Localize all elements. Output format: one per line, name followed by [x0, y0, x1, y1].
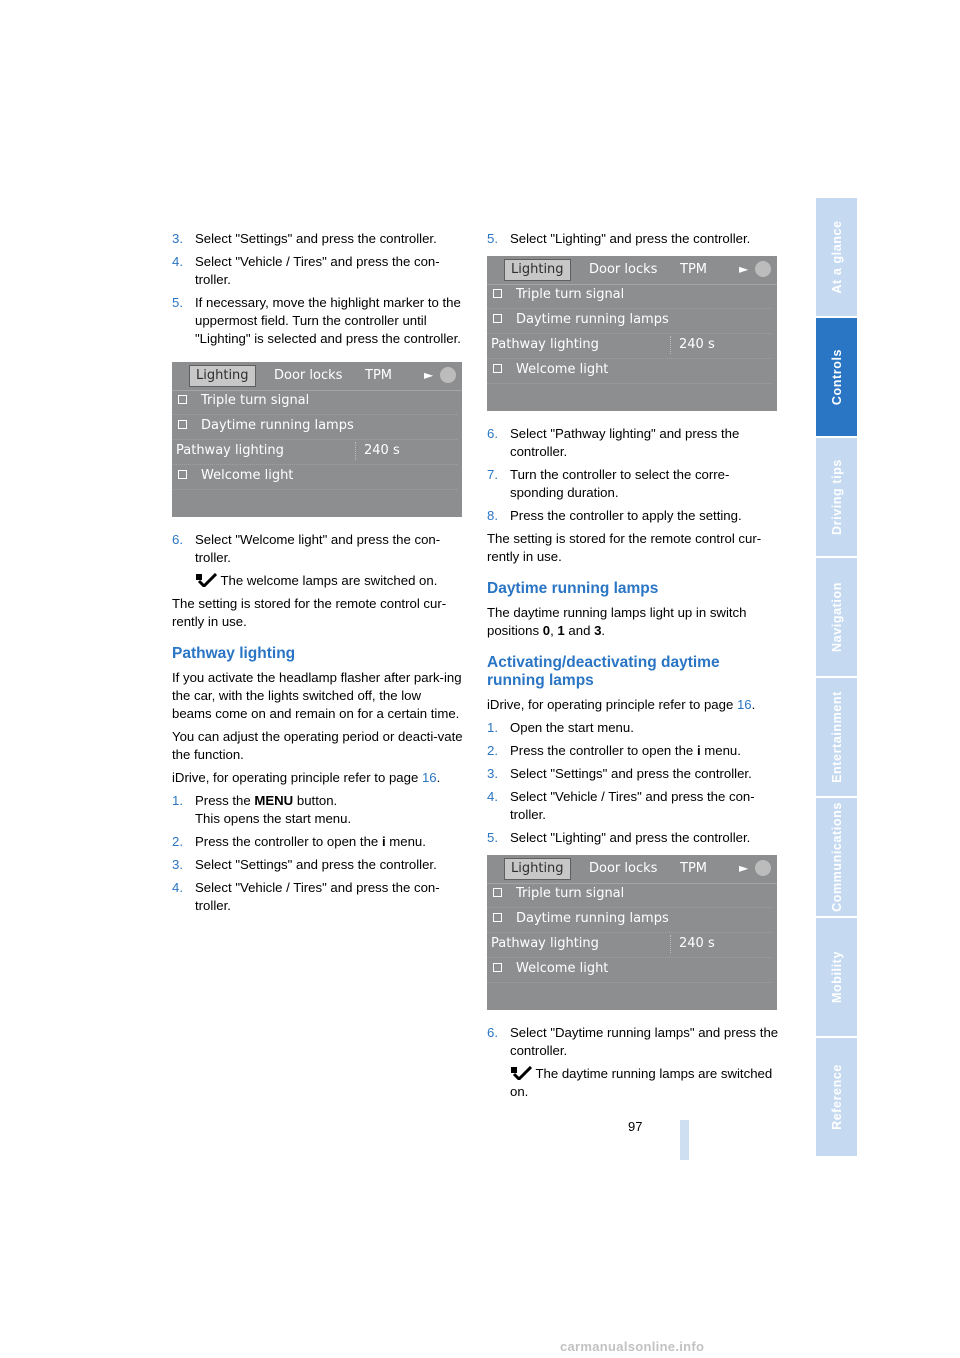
- section-tabs: [816, 198, 857, 1158]
- tab-label: Navigation: [829, 582, 844, 652]
- tab-door-locks: Door locks: [274, 368, 343, 383]
- paragraph: If you activate the headlamp flasher after park-ing the car, with the lights switched off, the low beams come on and remain on for a certain time.: [172, 670, 462, 721]
- row-label: Welcome light: [516, 362, 609, 377]
- row-label: Daytime running lamps: [516, 911, 669, 926]
- tab-label: Driving tips: [829, 459, 844, 535]
- screen-row-daytime: [487, 908, 772, 933]
- step-3: [172, 230, 464, 248]
- row-label: Daytime running lamps: [516, 312, 669, 327]
- heading-activating-daytime: Activating/deactivating daytime running lamps: [487, 654, 720, 689]
- step-4: [487, 788, 779, 824]
- step-text: Select "Settings" and press the controller.: [510, 766, 752, 781]
- tab-tpm: TPM: [680, 861, 707, 876]
- step-text: Select "Welcome light" and press the con-troller.: [195, 532, 441, 565]
- step-6: [172, 531, 464, 567]
- tab-label: Mobility: [829, 950, 844, 1004]
- tab-communications[interactable]: [816, 798, 857, 916]
- tab-tpm: TPM: [365, 368, 392, 383]
- tab-navigation[interactable]: [816, 558, 857, 676]
- tab-driving-tips[interactable]: [816, 438, 857, 556]
- step-2: [172, 833, 464, 851]
- step-text: Select "Vehicle / Tires" and press the con-troller.: [195, 254, 440, 287]
- tab-label: Controls: [829, 348, 844, 406]
- screen-row-pathway: [487, 933, 772, 958]
- menu-button-label: MENU: [254, 793, 294, 808]
- row-value: 240 s: [670, 935, 715, 953]
- step-number: 4.: [487, 789, 498, 804]
- step-text: [195, 833, 464, 851]
- checkmark-icon: [195, 573, 217, 587]
- ref-text: iDrive, for operating principle refer to page: [172, 770, 422, 785]
- step-text: Select "Pathway lighting" and press the controller.: [510, 426, 740, 459]
- tab-door-locks: Door locks: [589, 262, 658, 277]
- tab-lighting: Lighting: [504, 858, 571, 880]
- tab-label: At a glance: [829, 220, 844, 294]
- step-number: 1.: [172, 793, 183, 808]
- tab-controls[interactable]: [816, 318, 857, 436]
- checkmark-icon: [510, 1066, 532, 1080]
- text: Press the controller to open the: [510, 743, 697, 758]
- stored-note: The setting is stored for the remote control cur-rently in use.: [487, 531, 762, 564]
- stored-note: The setting is stored for the remote control cur-rently in use.: [172, 596, 447, 629]
- text: Press the controller to open the: [195, 834, 382, 849]
- arrow-right-icon: ►: [739, 861, 749, 875]
- row-label: Pathway lighting: [176, 443, 284, 458]
- tab-reference[interactable]: [816, 1038, 857, 1156]
- step-6b: [487, 1024, 779, 1060]
- tab-entertainment[interactable]: [816, 678, 857, 796]
- step-text: [510, 742, 779, 760]
- note-text: The daytime running lamps are switched on.: [510, 1066, 773, 1099]
- row-value: 240 s: [670, 336, 715, 354]
- step-number: 7.: [487, 467, 498, 482]
- tab-door-locks: Door locks: [589, 861, 658, 876]
- step-text: Select "Settings" and press the controller.: [195, 231, 437, 246]
- paragraph: You can adjust the operating period or deacti-vate the function.: [172, 729, 463, 762]
- tab-tpm: TPM: [680, 262, 707, 277]
- step-number: 6.: [487, 426, 498, 441]
- tab-lighting: Lighting: [189, 365, 256, 387]
- step-6: [487, 425, 779, 461]
- idrive-reference: [487, 696, 779, 714]
- tab-lighting: Lighting: [504, 259, 571, 281]
- switch-pos: 0: [542, 623, 551, 638]
- screen-row-triple-turn: [487, 883, 772, 908]
- checkbox-icon: [493, 963, 502, 972]
- page-link[interactable]: 16: [736, 697, 752, 712]
- checkbox-icon: [493, 913, 502, 922]
- step-8: [487, 507, 779, 525]
- step-text: If necessary, move the highlight marker to the uppermost field. Turn the controller until "Lighting" is selected and press the controller.: [195, 295, 461, 346]
- checkbox-icon: [493, 314, 502, 323]
- arrow-right-icon: ►: [424, 368, 434, 382]
- controller-icon: [755, 261, 771, 277]
- step-text: Select "Daytime running lamps" and press the controller.: [510, 1025, 779, 1058]
- row-label: Pathway lighting: [491, 337, 599, 352]
- checkbox-icon: [178, 470, 187, 479]
- watermark: carmanualsonline.info: [560, 1339, 705, 1354]
- step-3: [487, 765, 779, 783]
- step-text: Select "Vehicle / Tires" and press the con-troller.: [195, 880, 440, 913]
- page-marker: [680, 1120, 689, 1160]
- row-label: Pathway lighting: [491, 936, 599, 951]
- text: menu.: [700, 743, 741, 758]
- row-label: Triple turn signal: [516, 886, 625, 901]
- result-note: [172, 572, 464, 590]
- row-label: Welcome light: [201, 468, 294, 483]
- idrive-lighting-screen: [172, 362, 462, 517]
- screen-tab-bar: [487, 256, 777, 285]
- step-7: [487, 466, 779, 502]
- idrive-reference: [172, 769, 464, 787]
- text: button.: [293, 793, 338, 808]
- screen-row-welcome: [487, 958, 772, 983]
- step-number: 6.: [487, 1025, 498, 1040]
- arrow-right-icon: ►: [739, 262, 749, 276]
- step-number: 3.: [487, 766, 498, 781]
- step-text: Turn the controller to select the corre-sponding duration.: [510, 467, 730, 500]
- step-number: 1.: [487, 720, 498, 735]
- screen-row-daytime: [487, 309, 772, 334]
- info-icon: i: [696, 743, 701, 758]
- daytime-paragraph: [487, 604, 779, 640]
- ref-punct: .: [751, 697, 756, 712]
- step-number: 5.: [172, 295, 183, 310]
- idrive-lighting-screen: [487, 855, 777, 1010]
- tab-mobility[interactable]: [816, 918, 857, 1036]
- step-number: 4.: [172, 880, 183, 895]
- checkbox-icon: [493, 289, 502, 298]
- tab-label: Reference: [829, 1064, 844, 1130]
- step-text: Open the start menu.: [510, 720, 634, 735]
- step-5: [172, 294, 464, 348]
- screen-tab-bar: [172, 362, 462, 391]
- checkbox-icon: [493, 364, 502, 373]
- text: The daytime running lamps light up in switch positions: [487, 605, 747, 638]
- tab-at-a-glance[interactable]: [816, 198, 857, 316]
- checkbox-icon: [178, 420, 187, 429]
- step-4: [172, 253, 464, 289]
- screen-tab-bar: [487, 855, 777, 884]
- step-3b: [172, 856, 464, 874]
- step-number: 8.: [487, 508, 498, 523]
- idrive-lighting-screen: [487, 256, 777, 411]
- step-5b: [487, 829, 779, 847]
- checkbox-icon: [493, 888, 502, 897]
- step-number: 3.: [172, 231, 183, 246]
- step-number: 3.: [172, 857, 183, 872]
- step-text: [195, 792, 464, 828]
- switch-pos: 3: [594, 623, 602, 638]
- step-1: [487, 719, 779, 737]
- text: and: [564, 623, 595, 638]
- result-note: [487, 1065, 779, 1101]
- row-label: Daytime running lamps: [201, 418, 354, 433]
- screen-row-welcome: [487, 359, 772, 384]
- step-text: Select "Lighting" and press the controller.: [510, 830, 751, 845]
- screen-row-daytime: [172, 415, 457, 440]
- step-4b: [172, 879, 464, 915]
- page-number: 97: [628, 1119, 643, 1134]
- left-column: [172, 230, 464, 920]
- controller-icon: [755, 860, 771, 876]
- step-number: 2.: [172, 834, 183, 849]
- step-number: 4.: [172, 254, 183, 269]
- ref-text: iDrive, for operating principle refer to page: [487, 697, 737, 712]
- step-text: Select "Settings" and press the controller.: [195, 857, 437, 872]
- controller-icon: [440, 367, 456, 383]
- text: .: [601, 623, 606, 638]
- screen-row-pathway: [172, 440, 457, 465]
- heading-daytime-running-lamps: Daytime running lamps: [487, 580, 659, 597]
- ref-punct: .: [436, 770, 441, 785]
- note-text: The welcome lamps are switched on.: [220, 573, 438, 588]
- step-number: 5.: [487, 830, 498, 845]
- info-icon: i: [381, 834, 386, 849]
- screen-row-triple-turn: [487, 284, 772, 309]
- step-number: 6.: [172, 532, 183, 547]
- right-column: [487, 230, 779, 1106]
- tab-label: Communications: [829, 802, 844, 912]
- step-1: [172, 792, 464, 828]
- step-text: Select "Lighting" and press the controller.: [510, 231, 751, 246]
- step-5: [487, 230, 779, 248]
- text: menu.: [385, 834, 426, 849]
- text: This opens the start menu.: [195, 811, 352, 826]
- step-text: Press the controller to apply the setting.: [510, 508, 742, 523]
- step-text: Select "Vehicle / Tires" and press the con-troller.: [510, 789, 755, 822]
- row-value: 240 s: [355, 442, 400, 460]
- step-number: 5.: [487, 231, 498, 246]
- text: ,: [550, 623, 558, 638]
- heading-pathway-lighting: Pathway lighting: [172, 645, 296, 662]
- row-label: Welcome light: [516, 961, 609, 976]
- screen-row-triple-turn: [172, 390, 457, 415]
- tab-label: Entertainment: [829, 691, 844, 783]
- row-label: Triple turn signal: [516, 287, 625, 302]
- text: Press the: [195, 793, 255, 808]
- switch-pos: 1: [557, 623, 565, 638]
- step-number: 2.: [487, 743, 498, 758]
- checkbox-icon: [178, 395, 187, 404]
- step-2: [487, 742, 779, 760]
- row-label: Triple turn signal: [201, 393, 310, 408]
- screen-row-pathway: [487, 334, 772, 359]
- page-link[interactable]: 16: [421, 770, 437, 785]
- screen-row-welcome: [172, 465, 457, 490]
